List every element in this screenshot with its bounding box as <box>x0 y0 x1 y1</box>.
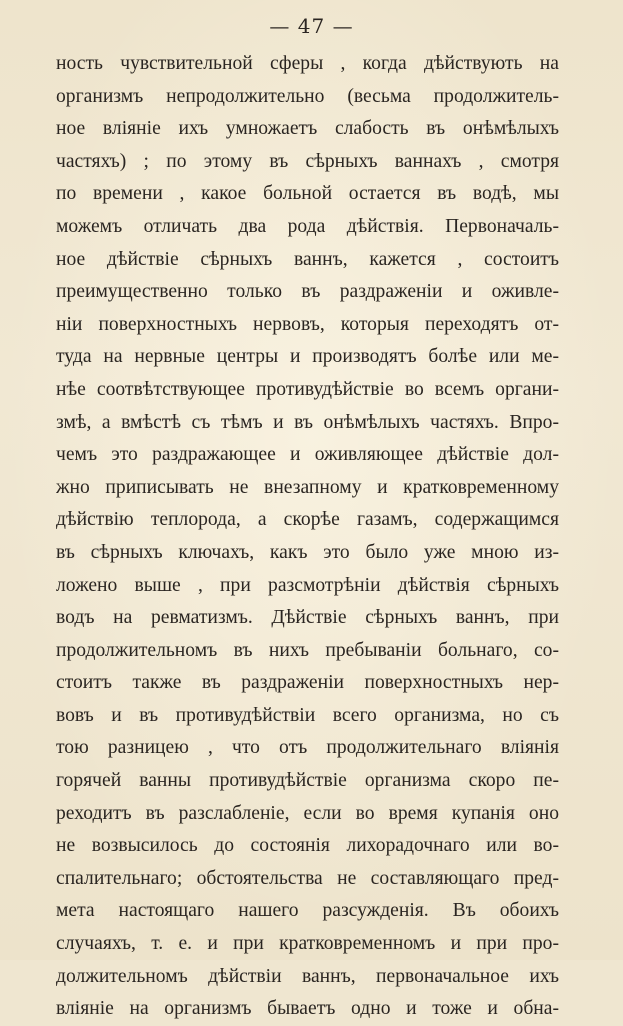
text-line: ность чувствительной сферы , когда дѣйствують на <box>56 53 559 74</box>
text-line: по времени , какое больной остается въ водѣ, мы <box>56 183 559 205</box>
text-line: чемъ это раздражающее и оживляющее дѣйствіе дол- <box>56 444 559 466</box>
text-line: змѣ, а вмѣстѣ съ тѣмъ и въ онѣмѣлыхъ частяхъ. Впро- <box>56 411 559 433</box>
text-line: ложено выше , при разсмотрѣніи дѣйствія сѣрныхъ <box>56 574 559 596</box>
text-line: вовъ и въ противудѣйствіи всего организма, но съ <box>56 704 559 726</box>
text-line: ніи поверхностныхъ нервовъ, которыя переходятъ от- <box>56 313 559 335</box>
text-line: должительномъ дѣйствіи ваннъ, первоначальное ихъ <box>56 965 559 987</box>
body-text <box>56 48 559 1026</box>
text-line: реходитъ въ разслабленіе, если во время купанія оно <box>56 802 559 824</box>
text-line: спалительнаго; обстоятельства не составляющаго пред- <box>56 867 559 889</box>
text-line: не возвысилось до состоянія лихорадочнаго или во- <box>56 835 559 857</box>
text-line: дѣйствію теплорода, а скорѣе газамъ, содержащимся <box>56 509 559 531</box>
text-line: горячей ванны противудѣйствіе организма скоро пе- <box>56 770 559 792</box>
text-line: жно приписывать не внезапному и кратковременному <box>56 476 559 498</box>
text-line: ное вліяніе ихъ умножаетъ слабость въ онѣмѣлыхъ <box>56 118 559 140</box>
text-line: въ сѣрныхъ ключахъ, какъ это было уже мною из- <box>56 541 559 563</box>
text-line: частяхъ) ; по этому въ сѣрныхъ ваннахъ , смотря <box>56 150 559 172</box>
text-line: водъ на ревматизмъ. Дѣйствіе сѣрныхъ ваннъ, при <box>56 607 559 629</box>
text-line: нѣе соотвѣтствующее противудѣйствіе во всемъ органи- <box>56 378 559 400</box>
text-line: стоитъ также въ раздраженіи поверхностныхъ нер- <box>56 672 559 694</box>
text-line: можемъ отличать два рода дѣйствія. Первоначаль- <box>56 215 559 237</box>
text-line: тою разницею , что отъ продолжительнаго вліянія <box>56 737 559 759</box>
text-line: организмъ непродолжительно (весьма продолжитель- <box>56 85 559 107</box>
text-line: случаяхъ, т. е. и при кратковременномъ и при про- <box>56 933 559 955</box>
text-line: вліяніе на организмъ бываетъ одно и тоже и обна- <box>56 998 559 1020</box>
text-line: мета настоящаго нашего разсужденія. Въ обоихъ <box>56 900 559 922</box>
text-line: преимущественно только въ раздраженіи и оживле- <box>56 281 559 303</box>
text-line: ное дѣйствіе сѣрныхъ ваннъ, кажется , состоитъ <box>56 248 559 270</box>
text-line: туда на нервные центры и производятъ болѣе или ме- <box>56 346 559 368</box>
text-line: продолжительномъ въ нихъ пребываніи больнаго, со- <box>56 639 559 661</box>
page-number: — 47 — <box>269 14 354 38</box>
